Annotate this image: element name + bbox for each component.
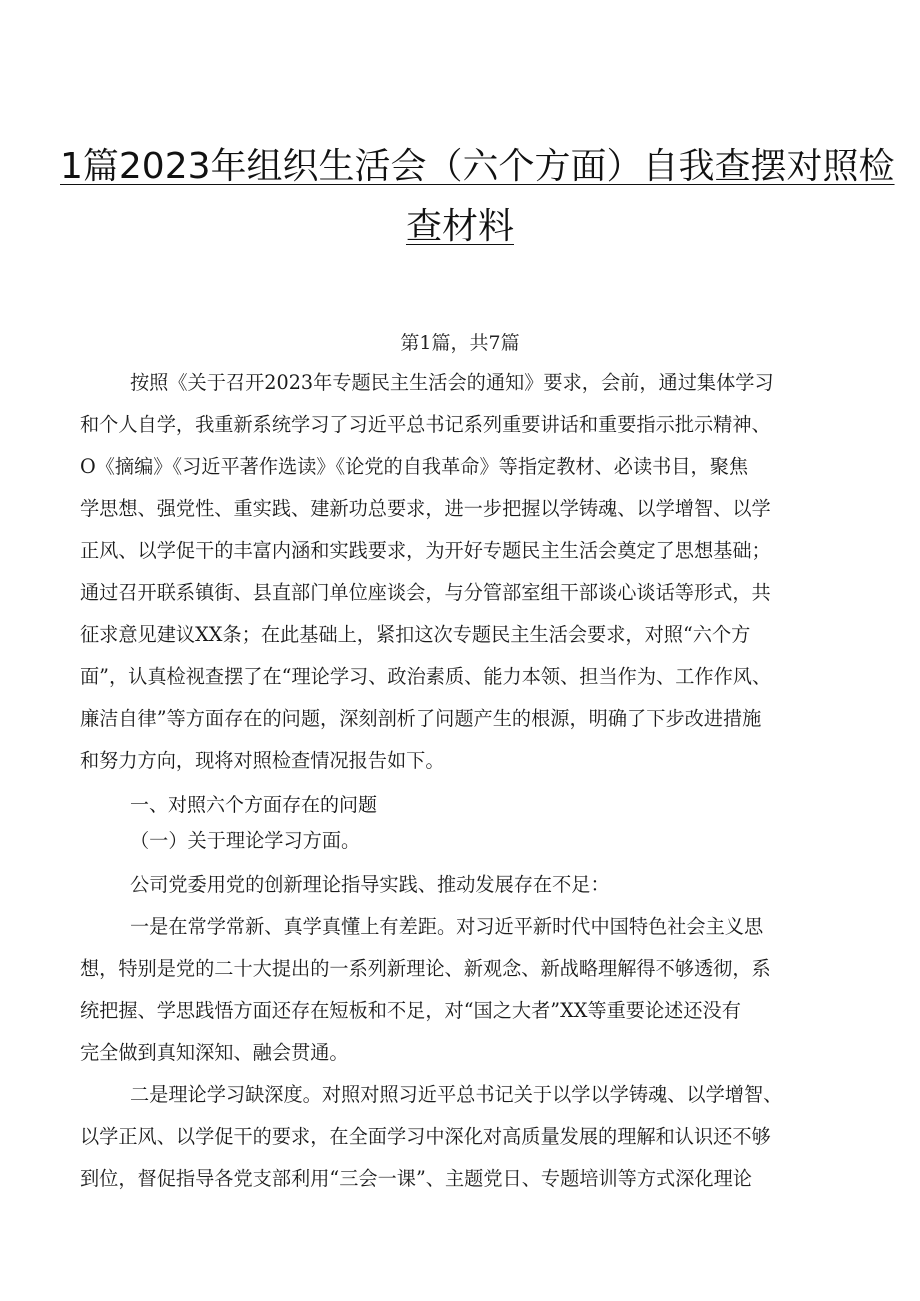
intro-line-8: 面”，认真检视查摆了在“理论学习、政治素质、能力本领、担当作为、工作作风、	[80, 665, 772, 688]
document-title-line-2: 查材料	[405, 206, 514, 247]
intro-line-6: 通过召开联系镇街、县直部门单位座谈会，与分管部室组干部谈心谈话等形式，共	[80, 581, 771, 604]
paragraph-c-line-1: 二是理论学习缺深度。对照对照习近平总书记关于以学以学铸魂、以学增智、	[130, 1083, 783, 1106]
paragraph-b-line-1: 一是在常学常新、真学真懂上有差距。对习近平新时代中国特色社会主义思	[130, 915, 764, 938]
intro-line-2: 和个人自学，我重新系统学习了习近平总书记系列重要讲话和重要指示批示精神、	[80, 413, 771, 436]
subsection-1-heading: （一）关于理论学习方面。	[130, 829, 361, 852]
document-title-line-1: 1篇2023年组织生活会（六个方面）自我查摆对照检	[60, 146, 895, 187]
intro-line-7: 征求意见建议XX条；在此基础上，紧扣这次专题民主生活会要求，对照“六个方	[80, 623, 751, 646]
intro-line-9: 廉洁自律”等方面存在的问题，深刻剖析了问题产生的根源，明确了下步改进措施	[80, 707, 762, 730]
paragraph-b-line-4: 完全做到真知深知、融会贯通。	[80, 1041, 349, 1064]
paragraph-c-line-3: 到位，督促指导各党支部利用“三会一课”、主题党日、专题培训等方式深化理论	[80, 1167, 752, 1190]
intro-line-5: 正风、以学促干的丰富内涵和实践要求，为开好专题民主生活会奠定了思想基础；	[80, 539, 771, 562]
paragraph-b-line-2: 想，特别是党的二十大提出的一系列新理论、新观念、新战略理解得不够透彻，系	[80, 957, 771, 980]
intro-line-1: 按照《关于召开2023年专题民主生活会的通知》要求，会前，通过集体学习	[130, 371, 774, 394]
part-indicator: 第1篇，共7篇	[400, 332, 520, 354]
section-1-heading: 一、对照六个方面存在的问题	[130, 794, 378, 816]
intro-line-10: 和努力方向，现将对照检查情况报告如下。	[80, 749, 445, 772]
paragraph-a: 公司党委用党的创新理论指导实践、推动发展存在不足：	[130, 873, 610, 896]
intro-line-3: O《摘编》《习近平著作选读》《论党的自我革命》等指定教材、必读书目，聚焦	[80, 455, 749, 478]
paragraph-b-line-3: 统把握、学思践悟方面还存在短板和不足，对“国之大者”XX等重要论述还没有	[80, 999, 741, 1022]
paragraph-c-line-2: 以学正风、以学促干的要求，在全面学习中深化对高质量发展的理解和认识还不够	[80, 1125, 771, 1148]
intro-line-4: 学思想、强党性、重实践、建新功总要求，进一步把握以学铸魂、以学增智、以学	[80, 497, 771, 520]
